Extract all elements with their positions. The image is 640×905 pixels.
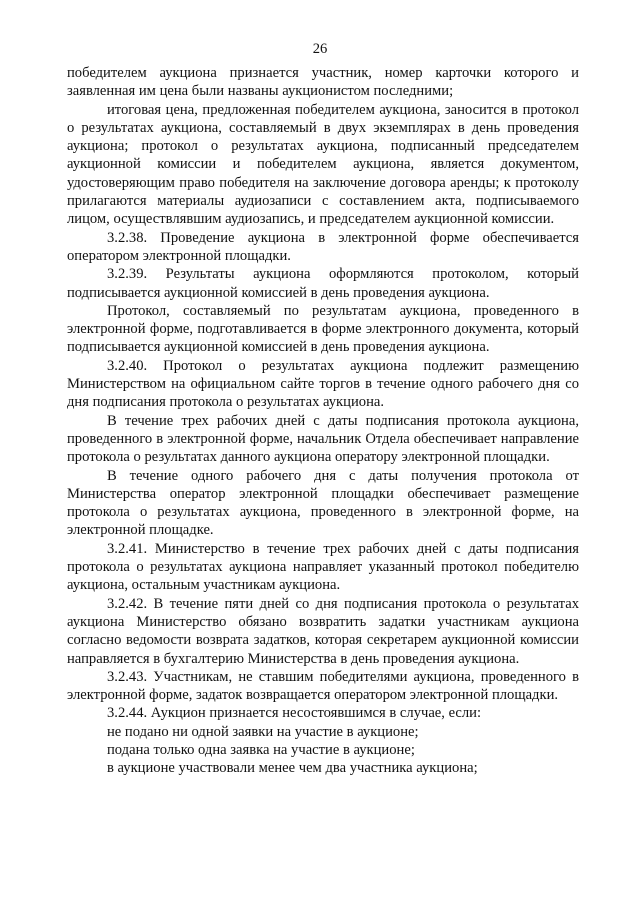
paragraph-3-2-41: 3.2.41. Министерство в течение трех рабочих дней с даты подписания протокола о результатах аукциона направляет указанный протокол победителю аукциона, остальным участникам аукциона. (67, 540, 579, 594)
paragraph: В течение одного рабочего дня с даты получения протокола от Министерства оператор электронной площадки обеспечивает размещение протокола о результатах аукциона, проведенного в электронной форме, на электронной площадке. (67, 467, 579, 539)
paragraph-3-2-42: 3.2.42. В течение пяти дней со дня подписания протокола о результатах аукциона Министерство обязано возвратить задатки участникам аукциона согласно ведомости возврата задатков, которая секретарем аукционной комиссии направляется в бухгалтерию Министерства в день проведения аукциона. (67, 595, 579, 667)
document-body (67, 64, 579, 778)
paragraph-3-2-38: 3.2.38. Проведение аукциона в электронной форме обеспечивается оператором электронной площадки. (67, 229, 579, 264)
paragraph: Протокол, составляемый по результатам аукциона, проведенного в электронной форме, подготавливается в форме электронного документа, который подписывается аукционной комиссией в день проведения аукциона. (67, 302, 579, 356)
list-item: подана только одна заявка на участие в аукционе; (107, 741, 415, 758)
paragraph-3-2-43: 3.2.43. Участникам, не ставшим победителями аукциона, проведенного в электронной форме, задаток возвращается оператором электронной площадки. (67, 668, 579, 704)
list-item: не подано ни одной заявки на участие в аукционе; (107, 723, 419, 740)
list-item: в аукционе участвовали менее чем два участника аукциона; (107, 760, 478, 777)
paragraph-3-2-40: 3.2.40. Протокол о результатах аукциона подлежит размещению Министерством на официальном сайте торгов в течение одного рабочего дня со дня подписания протокола о результатах аукциона. (67, 357, 579, 411)
paragraph: итоговая цена, предложенная победителем аукциона, заносится в протокол о результатах аукциона, составляемый в двух экземплярах в день проведения аукциона; протокол о результатах аукциона, подписанный председателем аукционной комиссии и победителем аукциона, является документом, удостоверяющим право победителя на заключение договора аренды; к протоколу прилагаются материалы аудиозаписи с составлением акта, подписываемого лицом, осуществлявшим аудиозапись, и председателем аукционной комиссии. (67, 101, 579, 228)
paragraph-3-2-39: 3.2.39. Результаты аукциона оформляются протоколом, который подписывается аукционной комиссией в день проведения аукциона. (67, 266, 579, 301)
paragraph: победителем аукциона признается участник, номер карточки которого и заявленная им цена были названы аукционистом последними; (67, 65, 579, 100)
page-number: 26 (312, 41, 328, 57)
paragraph-3-2-44: 3.2.44. Аукцион признается несостоявшимся в случае, если: (107, 705, 482, 722)
paragraph: В течение трех рабочих дней с даты подписания протокола аукциона, проведенного в электронной форме, начальник Отдела обеспечивает направление протокола о результатах данного аукциона оператору электронной площадки. (67, 412, 579, 466)
